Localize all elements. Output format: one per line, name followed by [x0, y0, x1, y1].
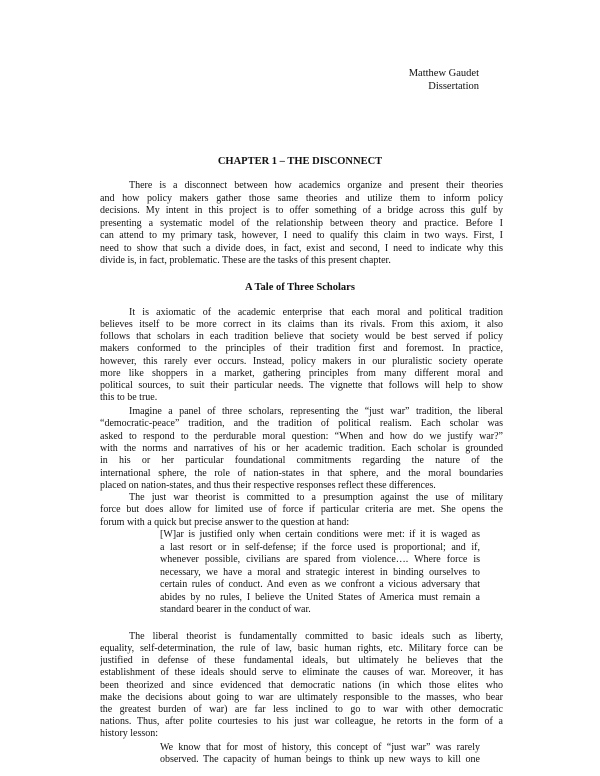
- header-author: Matthew Gaudet: [408, 68, 479, 79]
- text-line: been theorized and since evidenced that democratic nations (in which those elites who: [100, 679, 503, 691]
- text-line: believes itself to be more correct in its claims than its rivals. From this axiom, it also: [100, 319, 503, 331]
- text-line: divide is, in fact, problematic. These are the tasks of this present chapter.: [100, 255, 391, 266]
- section-heading: A Tale of Three Scholars: [245, 282, 355, 293]
- text-line: “democratic-peace” tradition, and the tradition of political realism. Each scholar was: [100, 418, 503, 430]
- text-line: necessary, we have a moral and strategic interest in binding ourselves to: [160, 566, 480, 578]
- text-line: It is axiomatic of the academic enterprise that each moral and political tradition: [129, 307, 503, 318]
- text-line: abides by no rules, I believe the United States of America must remain a: [160, 591, 480, 603]
- text-line: this to be true.: [100, 392, 158, 404]
- text-line: placed on nation-states, and thus their respective responses reflect these differences.: [100, 480, 436, 492]
- text-line: forum with a quick but precise answer to the question at hand:: [100, 516, 350, 528]
- text-line: makers conformed to the principles of their tradition first and foremost. In practice,: [100, 343, 503, 355]
- text-line: There is a disconnect between how academics organize and present their theories: [129, 180, 503, 191]
- text-line: establishment of these ideals should serve to eliminate the causes of war. Moreover, it has: [100, 667, 503, 679]
- text-line: certain rules of conduct. And even as we confront a vicious adversary that: [160, 579, 480, 590]
- text-line: make the decisions about going to war are ultimately responsible to the masses, who bear: [100, 691, 503, 703]
- text-line: in his or her particular foundational commitments regarding the nature of the: [100, 455, 503, 467]
- text-line: political sources, to suit their particular needs. The vignette that follows will help to show: [100, 379, 503, 391]
- text-line: The just war theorist is committed to a presumption against the use of military: [129, 492, 503, 503]
- text-line: [W]ar is justified only when certain conditions were met: if it is waged as: [160, 529, 480, 540]
- text-line: The liberal theorist is fundamentally committed to basic ideals such as liberty,: [129, 631, 503, 642]
- text-line: observed. The capacity of human beings to think up new ways to kill one: [160, 753, 480, 765]
- text-line: with the norms and narratives of his or her academic tradition. Each scholar is grounded: [100, 443, 503, 455]
- text-line: more like shoppers in a market, gathering principles from many different moral and: [100, 367, 503, 379]
- text-line: the greatest burden of war) are far less inclined to go to war with other democratic: [100, 703, 503, 715]
- chapter-title: CHAPTER 1 – THE DISCONNECT: [217, 156, 383, 167]
- text-line: history lesson:: [100, 728, 159, 740]
- text-line: presenting a systematic model of the relationship between theory and practice. Before I: [100, 217, 503, 229]
- text-line: asked to respond to the perdurable moral question: “When and how do we justify war?”: [100, 430, 503, 442]
- text-line: need to show that such a divide does, in fact, exist and second, I need to indicate why this: [100, 242, 503, 254]
- text-line: a last resort or in self-defense; if the force used is proportional; and if,: [160, 541, 480, 553]
- text-line: We know that for most of history, this concept of “just war” was rarely: [160, 742, 480, 753]
- text-line: nations. Thus, after polite courtesies to his just war colleague, he retorts in the form of a: [100, 716, 503, 728]
- text-line: international sphere, the role of nation-states in that sphere, and the moral boundaries: [100, 467, 503, 479]
- text-line: force but does allow for limited use of force if particular criteria are met. She opens the: [100, 504, 503, 516]
- text-line: and how policy makers gather those same theories and utilize them to inform policy: [100, 192, 503, 204]
- text-line: decisions. My intent in this project is to offer something of a bridge across this gulf by: [100, 205, 503, 216]
- text-line: follows that scholars in each tradition believe that society would be best served if policy: [100, 331, 503, 343]
- text-line: equality, self-determination, the rule of law, basic human rights, etc. Military force can be: [100, 643, 503, 655]
- text-line: Imagine a panel of three scholars, representing the “just war” tradition, the liberal: [129, 406, 503, 417]
- header-doc-type: Dissertation: [428, 81, 479, 92]
- text-line: however, this rarely ever occurs. Instead, policy makers in our pluralistic society operate: [100, 355, 503, 367]
- text-line: justified in defense of these fundamental ideals, but ultimately he believes that the: [100, 655, 503, 667]
- text-line: can attend to my primary task, however, I need to qualify this claim in two ways. First, I: [100, 230, 503, 241]
- text-line: whenever possible, civilians are spared from violence…. Where force is: [160, 554, 480, 565]
- text-line: standard bearer in the conduct of war.: [160, 604, 311, 615]
